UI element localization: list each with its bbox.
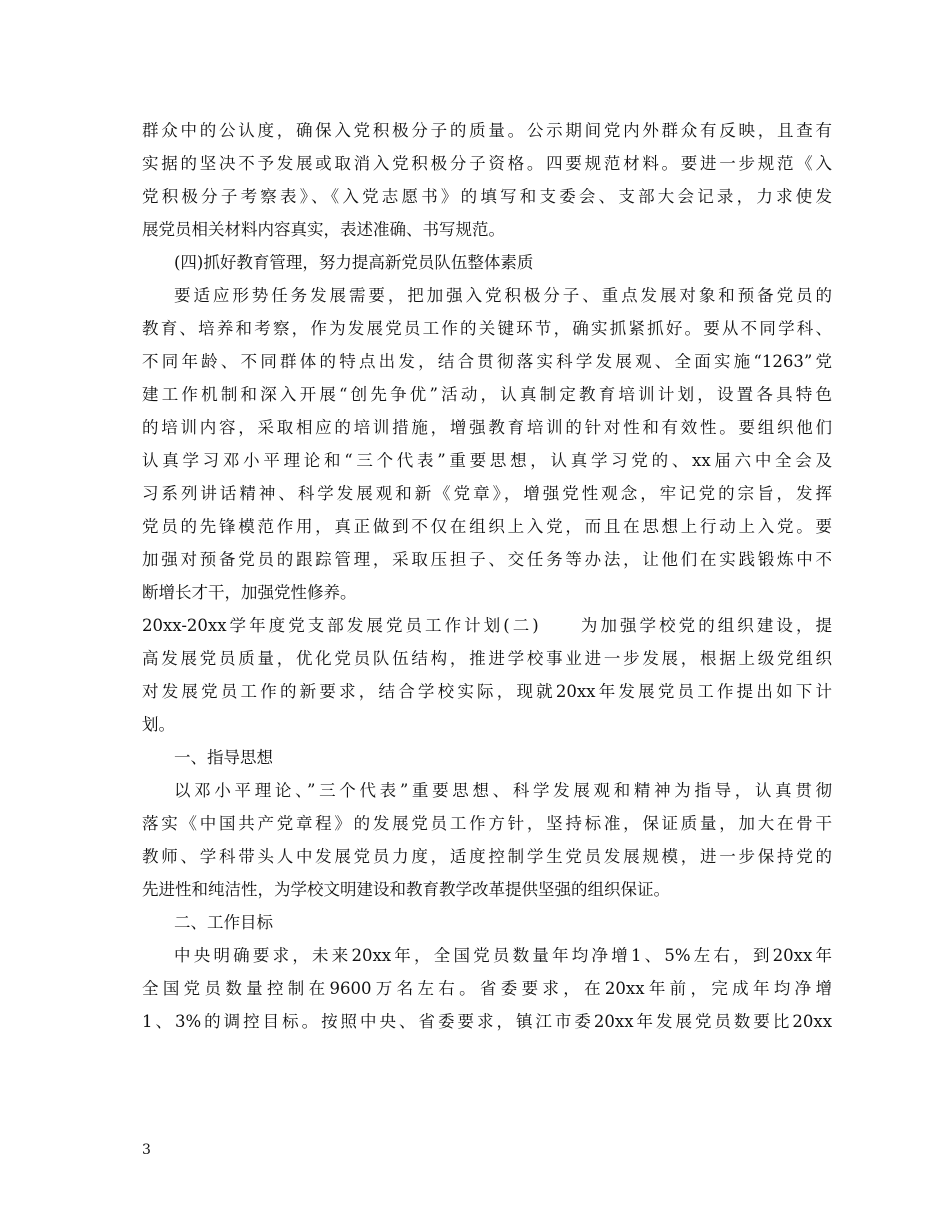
text-line: 群众中的公认度，确保入党积极分子的质量。公示期间党内外群众有反映，且查有 [142, 121, 832, 140]
text-line: 全国党员数量控制在9600万名左右。省委要求，在20xx年前，完成年均净增 [142, 979, 832, 998]
document-subtitle-line: 20xx-20xx学年度党支部发展党员工作计划(二) 为加强学校党的组织建设，提 [142, 616, 832, 635]
page-number: 3 [142, 1142, 151, 1158]
text-line: 断增长才干，加强党性修养。 [142, 583, 357, 602]
text-line: 对发展党员工作的新要求，结合学校实际，现就20xx年发展党员工作提出如下计 [142, 682, 832, 701]
text-line: 实据的坚决不予发展或取消入党积极分子资格。四要规范材料。要进一步规范《入 [142, 154, 832, 173]
text-line: 要适应形势任务发展需要，把加强入党积极分子、重点发展对象和预备党员的 [174, 286, 832, 305]
section-heading: 一、指导思想 [174, 748, 273, 767]
text-line: 的培训内容，采取相应的培训措施，增强教育培训的针对性和有效性。要组织他们 [142, 418, 832, 437]
text-line: 不同年龄、不同群体的特点出发，结合贯彻落实科学发展观、全面实施“1263”党 [142, 352, 832, 371]
text-line: 1、3%的调控目标。按照中央、省委要求，镇江市委20xx年发展党员数要比20xx [142, 1012, 832, 1031]
text-line: 先进性和纯洁性，为学校文明建设和教育教学改革提供坚强的组织保证。 [142, 880, 670, 899]
text-line: 教师、学科带头人中发展党员力度，适度控制学生党员发展规模，进一步保持党的 [142, 847, 832, 866]
section-heading: (四)抓好教育管理，努力提高新党员队伍整体素质 [174, 253, 534, 272]
section-heading: 二、工作目标 [174, 913, 273, 932]
text-line: 高发展党员质量，优化党员队伍结构，推进学校事业进一步发展，根据上级党组织 [142, 649, 832, 668]
text-line: 中央明确要求，未来20xx年，全国党员数量年均净增1、5%左右，到20xx年 [174, 946, 832, 965]
text-line: 教育、培养和考察，作为发展党员工作的关键环节，确实抓紧抓好。要从不同学科、 [142, 319, 832, 338]
text-line: 以邓小平理论、”三个代表”重要思想、科学发展观和精神为指导，认真贯彻 [174, 781, 832, 800]
text-line: 落实《中国共产党章程》的发展党员工作方针，坚持标准，保证质量，加大在骨干 [142, 814, 832, 833]
text-line: 展党员相关材料内容真实，表述准确、书写规范。 [142, 220, 505, 239]
text-line: 党积极分子考察表》、《入党志愿书》的填写和支委会、支部大会记录，力求使发 [142, 187, 832, 206]
text-line: 建工作机制和深入开展“创先争优”活动，认真制定教育培训计划，设置各具特色 [142, 385, 832, 404]
text-line: 习系列讲话精神、科学发展观和新《党章》，增强党性观念，牢记党的宗旨，发挥 [142, 484, 832, 503]
text-line: 加强对预备党员的跟踪管理，采取压担子、交任务等办法，让他们在实践锻炼中不 [142, 550, 832, 569]
text-line: 认真学习邓小平理论和“三个代表”重要思想，认真学习党的、xx届六中全会及 [142, 451, 832, 470]
text-line: 党员的先锋模范作用，真正做到不仅在组织上入党，而且在思想上行动上入党。要 [142, 517, 832, 536]
text-line: 划。 [142, 715, 175, 734]
